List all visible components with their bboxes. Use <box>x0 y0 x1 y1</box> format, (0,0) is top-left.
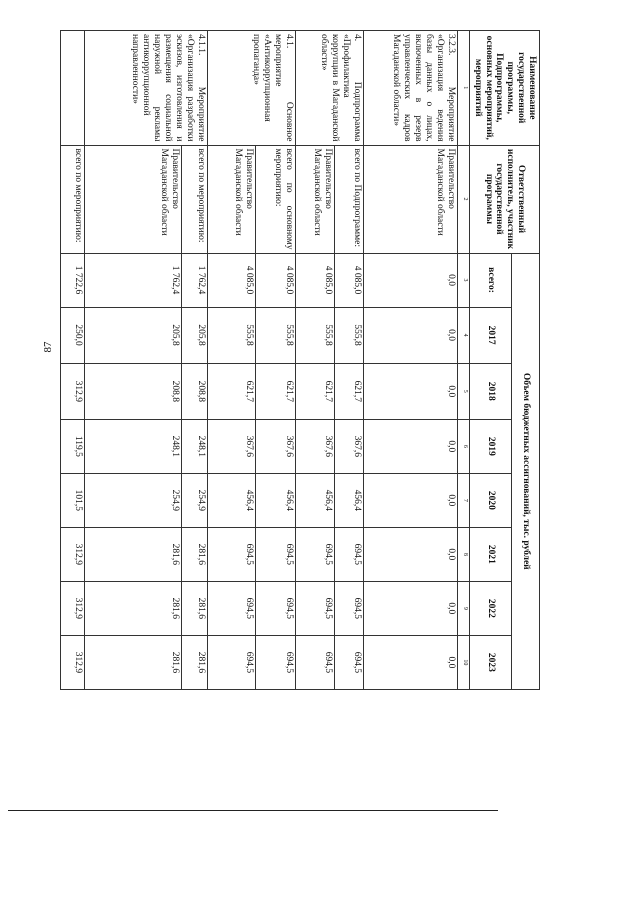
row-name: 3.2.3. Мероприятие «Организация ведения базы данных о лицах, включенных в резерв управленческих кадров Магаданской области» <box>363 31 457 146</box>
row-value: 367,6 <box>295 419 334 473</box>
column-index-row <box>458 31 470 690</box>
row-value: 248,1 <box>85 419 182 473</box>
column-index: 9 <box>458 581 470 635</box>
row-value: 4 085,0 <box>256 253 295 307</box>
row-value: 0,0 <box>363 253 457 307</box>
row-value: 456,4 <box>208 473 256 527</box>
row-value: 367,6 <box>335 419 364 473</box>
row-value: 101,5 <box>61 473 85 527</box>
row-value: 0,0 <box>363 527 457 581</box>
header-budget-group: Объем бюджетных ассигнований, тыс. рублей <box>512 253 540 689</box>
header-year-2020: 2020 <box>470 473 512 527</box>
header-year-2021: 2021 <box>470 527 512 581</box>
header-year-total: всего: <box>470 253 512 307</box>
column-index: 7 <box>458 473 470 527</box>
column-index: 6 <box>458 419 470 473</box>
row-executor: Правительство Магаданской области <box>208 145 256 253</box>
row-value: 281,6 <box>85 527 182 581</box>
row-executor: всего по Подпрограмме: <box>335 145 364 253</box>
header-executor: Ответственный исполнитель, участник государственной программы <box>470 145 540 253</box>
row-value: 555,8 <box>256 307 295 363</box>
row-value: 205,8 <box>181 307 207 363</box>
column-index: 1 <box>458 31 470 146</box>
row-value: 0,0 <box>363 307 457 363</box>
row-value: 0,0 <box>363 581 457 635</box>
row-value: 621,7 <box>208 363 256 419</box>
row-value: 0,0 <box>363 473 457 527</box>
row-value: 281,6 <box>181 527 207 581</box>
row-value: 694,5 <box>208 581 256 635</box>
row-value: 456,4 <box>335 473 364 527</box>
row-value: 0,0 <box>363 363 457 419</box>
row-value: 312,9 <box>61 363 85 419</box>
row-value: 281,6 <box>181 635 207 689</box>
column-index: 10 <box>458 635 470 689</box>
row-value: 4 085,0 <box>295 253 334 307</box>
row-value: 694,5 <box>335 635 364 689</box>
header-year-2022: 2022 <box>470 581 512 635</box>
row-executor: всего по мероприятию: <box>61 145 85 253</box>
row-value: 4 085,0 <box>335 253 364 307</box>
table-row <box>61 31 85 690</box>
row-value: 1 722,6 <box>61 253 85 307</box>
row-name: 4.1.1. Мероприятие «Организация разработки эскизов, изготовления и размещения социальной наружной рекламы антикоррупционной направленности» <box>85 31 208 146</box>
row-executor: Правительство Магаданской области <box>85 145 182 253</box>
row-executor: всего по мероприятию: <box>181 145 207 253</box>
row-value: 254,9 <box>85 473 182 527</box>
row-value: 694,5 <box>295 527 334 581</box>
row-value: 208,8 <box>181 363 207 419</box>
row-name: 4.1. Основное мероприятие «Антикоррупционная пропаганда» <box>208 31 296 146</box>
column-index: 2 <box>458 145 470 253</box>
row-value: 367,6 <box>208 419 256 473</box>
budget-table <box>60 30 540 690</box>
table-row <box>363 31 457 690</box>
row-value: 694,5 <box>335 527 364 581</box>
row-value: 1 762,4 <box>85 253 182 307</box>
budget-table-container <box>60 30 540 690</box>
row-value: 248,1 <box>181 419 207 473</box>
row-value: 694,5 <box>335 581 364 635</box>
header-year-2019: 2019 <box>470 419 512 473</box>
row-value: 456,4 <box>256 473 295 527</box>
row-value: 694,5 <box>256 527 295 581</box>
column-index: 8 <box>458 527 470 581</box>
row-value: 4 085,0 <box>208 253 256 307</box>
row-value: 0,0 <box>363 635 457 689</box>
page-number: 87 <box>42 341 54 353</box>
row-value: 694,5 <box>256 581 295 635</box>
row-value: 555,8 <box>208 307 256 363</box>
table-row <box>256 31 295 690</box>
row-name <box>61 31 85 146</box>
row-value: 694,5 <box>295 581 334 635</box>
row-executor: Правительство Магаданской области <box>363 145 457 253</box>
header-year-2017: 2017 <box>470 307 512 363</box>
row-value: 694,5 <box>208 635 256 689</box>
column-index: 4 <box>458 307 470 363</box>
row-value: 281,6 <box>181 581 207 635</box>
header-year-2018: 2018 <box>470 363 512 419</box>
row-value: 205,8 <box>85 307 182 363</box>
row-value: 621,7 <box>335 363 364 419</box>
row-executor: всего по основному мероприятию: <box>256 145 295 253</box>
row-value: 254,9 <box>181 473 207 527</box>
row-value: 312,9 <box>61 635 85 689</box>
row-value: 621,7 <box>295 363 334 419</box>
column-index: 5 <box>458 363 470 419</box>
row-value: 694,5 <box>295 635 334 689</box>
row-value: 312,9 <box>61 581 85 635</box>
column-index: 3 <box>458 253 470 307</box>
row-value: 1 762,4 <box>181 253 207 307</box>
header-name: Наименование государственной программы, Подпрограммы, основных мероприятий, мероприятий <box>470 31 540 146</box>
horizontal-rule <box>8 810 498 811</box>
row-value: 208,8 <box>85 363 182 419</box>
row-executor: Правительство Магаданской области <box>295 145 334 253</box>
row-name: 4. Подпрограмма «Профилактика коррупции в Магаданской области» <box>295 31 363 146</box>
row-value: 555,8 <box>295 307 334 363</box>
row-value: 119,5 <box>61 419 85 473</box>
row-value: 694,5 <box>208 527 256 581</box>
row-value: 367,6 <box>256 419 295 473</box>
table-row <box>181 31 207 690</box>
row-value: 621,7 <box>256 363 295 419</box>
row-value: 0,0 <box>363 419 457 473</box>
row-value: 281,6 <box>85 581 182 635</box>
row-value: 555,8 <box>335 307 364 363</box>
row-value: 281,6 <box>85 635 182 689</box>
table-row <box>335 31 364 690</box>
header-year-2023: 2023 <box>470 635 512 689</box>
row-value: 250,0 <box>61 307 85 363</box>
row-value: 312,9 <box>61 527 85 581</box>
row-value: 694,5 <box>256 635 295 689</box>
row-value: 456,4 <box>295 473 334 527</box>
